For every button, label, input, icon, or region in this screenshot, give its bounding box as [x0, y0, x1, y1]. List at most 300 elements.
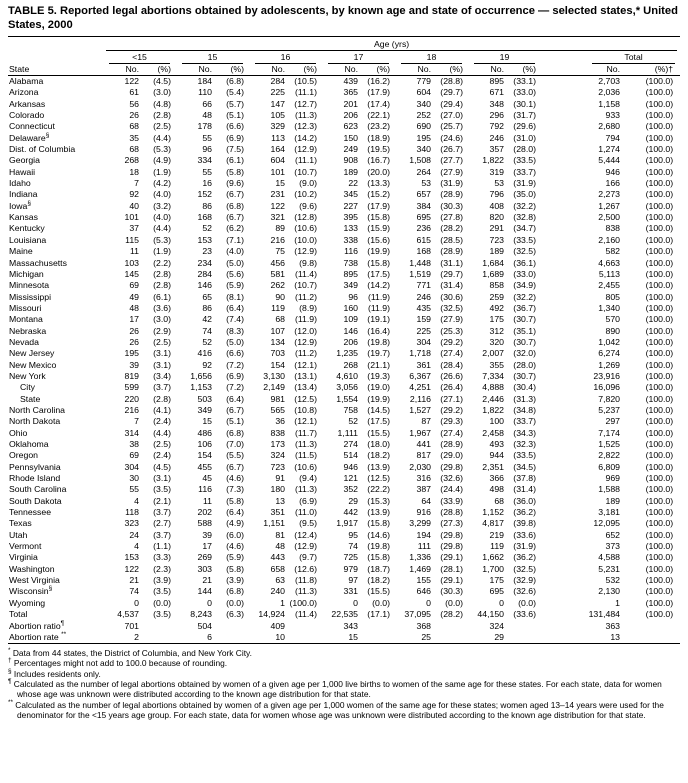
pct-cell [622, 632, 680, 644]
pct-cell: (3.4) [153, 370, 171, 381]
pct-cell: (6.7) [226, 461, 244, 472]
count-cell: 343 [343, 620, 358, 631]
pct-cell: (34.3) [513, 427, 536, 438]
table-row [8, 223, 680, 234]
pct-cell: (11.3) [294, 586, 317, 597]
count-cell: 340 [416, 144, 431, 155]
count-cell: 160 [343, 302, 358, 313]
count-cell: 11 [202, 495, 212, 506]
count-cell: 3,299 [409, 518, 431, 529]
row-label: Kentucky [9, 223, 45, 234]
count-cell: 582 [605, 246, 620, 257]
pct-cell: (27.8) [440, 212, 463, 223]
count-cell: 1,153 [190, 382, 212, 393]
pct-cell: (36.0) [513, 495, 536, 506]
count-cell: 30 [129, 473, 139, 484]
count-cell: 944 [489, 450, 504, 461]
count-cell: 61 [129, 87, 139, 98]
pct-cell: (6.8) [226, 200, 244, 211]
count-cell: 15 [322, 632, 360, 644]
count-cell: 1,336 [409, 552, 431, 563]
count-cell: 8,243 [190, 609, 212, 620]
count-cell: 895 [343, 268, 358, 279]
age-group-label: 19 [474, 51, 535, 64]
count-cell: 441 [416, 439, 431, 449]
count-cell: 17 [202, 541, 212, 552]
table-row [8, 621, 680, 632]
pct-cell: (6.1) [226, 155, 244, 166]
pct-cell: (100.0) [645, 314, 674, 325]
count-cell: 16,096 [593, 382, 620, 393]
count-cell: 658 [270, 563, 285, 574]
pct-cell: (100.0) [645, 110, 674, 121]
pct-cell: (26.7) [440, 144, 463, 155]
count-cell: 153 [197, 234, 212, 245]
count-cell: 264 [416, 166, 431, 177]
count-cell: 195 [416, 132, 431, 143]
count-cell: 3,056 [336, 382, 358, 393]
pct-cell: (6.6) [226, 348, 244, 359]
count-cell: 26 [129, 110, 139, 121]
count-cell: 1,151 [263, 518, 285, 529]
pct-cell [287, 621, 322, 632]
count-cell: 671 [489, 87, 504, 98]
pct-cell: (3.9) [226, 575, 244, 586]
footnote-marker: § [27, 199, 31, 207]
count-cell: 68 [129, 121, 139, 132]
footnote [8, 700, 680, 721]
count-cell: 26 [129, 336, 139, 347]
count-cell: 269 [197, 552, 212, 563]
count-cell: 442 [343, 507, 358, 518]
row-label: Dist. of Columbia [9, 144, 76, 155]
count-cell: 946 [605, 166, 620, 177]
pct-cell: (19.8) [367, 336, 390, 347]
count-cell: 96 [348, 291, 358, 302]
pct-cell: (11.2) [294, 348, 317, 359]
pct-cell: (18.0) [367, 439, 390, 449]
count-cell: 321 [270, 212, 285, 223]
pct-cell: (4.4) [153, 223, 171, 234]
row-label: New York [9, 370, 46, 381]
pct-cell: (15.3) [367, 495, 390, 506]
pct-cell: (11.9) [367, 302, 390, 313]
pct-cell: (100.0) [645, 178, 674, 189]
pct-cell: (2.8) [153, 268, 171, 279]
pct-cell: (12.6) [294, 563, 317, 574]
row-label: Rhode Island [9, 473, 61, 484]
count-cell: 14,924 [258, 609, 285, 620]
footnote-marker: § [48, 585, 53, 593]
row-label: Vermont [9, 541, 42, 552]
pct-cell: (0.0) [445, 597, 463, 608]
count-cell: 2,273 [598, 189, 620, 200]
pct-cell: (2.5) [153, 439, 171, 449]
count-cell: 107 [270, 325, 285, 336]
count-cell: 324 [489, 620, 504, 631]
count-cell: 56 [129, 98, 139, 109]
col-header-no: No. [468, 64, 506, 76]
count-cell: 4,251 [409, 382, 431, 393]
footnote-marker: § [8, 667, 12, 675]
pct-cell: (5.6) [226, 268, 244, 279]
count-cell: 121 [343, 473, 358, 484]
pct-cell: (5.8) [226, 563, 244, 574]
pct-cell: (5.0) [226, 257, 244, 268]
age-group-header-19 [468, 51, 541, 64]
count-cell: 23 [202, 246, 212, 257]
pct-cell: (30.4) [513, 382, 536, 393]
count-cell: 184 [197, 76, 212, 86]
count-cell: 17 [129, 314, 139, 325]
count-cell: 703 [270, 348, 285, 359]
footnote [8, 658, 680, 668]
pct-cell [141, 632, 176, 644]
count-cell: 319 [489, 166, 504, 177]
count-cell: 2,130 [598, 586, 620, 597]
count-cell: 49 [129, 291, 139, 302]
row-label: Abortion rate ** [8, 632, 103, 644]
pct-cell: (29.8) [440, 529, 463, 540]
count-cell: 268 [124, 155, 139, 166]
count-cell: 456 [270, 257, 285, 268]
count-cell: 304 [416, 336, 431, 347]
count-cell: 297 [605, 416, 620, 427]
count-cell: 455 [197, 461, 212, 472]
pct-cell: (15.8) [367, 257, 390, 268]
table-row [8, 394, 680, 405]
pct-cell: (31.3) [513, 393, 536, 404]
pct-cell: (17.5) [367, 268, 390, 279]
pct-cell: (100.0) [645, 291, 674, 302]
age-group-header-18 [395, 51, 468, 64]
pct-cell: (3.1) [153, 348, 171, 359]
pct-cell: (26.6) [440, 370, 463, 381]
row-label: Oregon [9, 450, 38, 461]
footnote-text: Calculated as the number of legal abortions obtained by women of a given age per 1,000 women of the same age for these states; women aged 13–14 years were used for the denominator for the <15 years age group. For each state, data for women whose age was unknown were distributed according to the known age distribution for that state. [12, 699, 664, 720]
pct-cell: (12.7) [294, 98, 317, 109]
count-cell: 1,448 [409, 257, 431, 268]
count-cell: 690 [416, 121, 431, 132]
count-cell: 570 [605, 314, 620, 325]
count-cell: 144 [197, 586, 212, 597]
pct-cell: (32.6) [513, 586, 536, 597]
pct-cell: (14.5) [367, 404, 390, 415]
count-cell: 1,158 [598, 98, 620, 109]
count-cell: 52 [202, 223, 212, 234]
pct-cell: (32.9) [513, 575, 536, 586]
pct-cell: (100.0) [645, 473, 674, 484]
count-cell: 895 [489, 76, 504, 86]
count-cell: 26 [129, 325, 139, 336]
count-cell: 159 [416, 314, 431, 325]
corner-cell [8, 37, 103, 52]
pct-cell: (19.9) [367, 246, 390, 257]
pct-cell: (5.0) [226, 336, 244, 347]
table-row [8, 292, 680, 303]
pct-cell: (6.0) [226, 529, 244, 540]
pct-cell: (100.0) [645, 507, 674, 518]
pct-cell: (10.2) [294, 189, 317, 200]
count-cell: 604 [270, 155, 285, 166]
count-cell: 48 [202, 110, 212, 121]
pct-cell: (29.3) [440, 416, 463, 427]
count-cell: 24 [129, 529, 139, 540]
count-cell: 116 [198, 484, 212, 495]
pct-cell: (15.8) [367, 212, 390, 223]
table-head [8, 37, 680, 76]
pct-cell: (9.4) [299, 473, 317, 484]
count-cell: 202 [197, 507, 212, 518]
count-cell: 69 [129, 280, 139, 291]
count-cell: 1,822 [482, 155, 504, 166]
count-cell: 1,111 [337, 427, 358, 438]
footnote-marker: § [45, 131, 50, 139]
count-cell: 66 [202, 98, 212, 109]
pct-cell: (100.0) [645, 234, 674, 245]
count-cell: 55 [129, 484, 139, 495]
count-cell: 409 [270, 620, 285, 631]
count-cell: 154 [270, 359, 285, 370]
count-cell: 168 [416, 246, 431, 257]
table-row [8, 552, 680, 563]
row-label: Wyoming [9, 597, 46, 608]
count-cell: 189 [489, 246, 504, 257]
count-cell: 365 [343, 87, 358, 98]
count-cell: 92 [129, 189, 139, 200]
pct-cell: (37.8) [513, 473, 536, 484]
count-cell: 53 [421, 178, 431, 189]
count-cell: 435 [416, 302, 431, 313]
count-cell: 274 [343, 439, 358, 449]
row-label: Mississippi [9, 291, 51, 302]
count-cell: 6 [176, 632, 214, 644]
table-row [8, 360, 680, 371]
count-cell: 514 [343, 450, 358, 461]
pct-cell: (28.0) [513, 359, 536, 370]
pct-cell: (0.0) [372, 597, 390, 608]
count-cell: 259 [489, 291, 504, 302]
pct-cell: (29.8) [440, 461, 463, 472]
pct-cell: (30.3) [440, 586, 463, 597]
pct-cell: (35.1) [513, 325, 536, 336]
row-label: Arkansas [9, 98, 46, 109]
count-cell: 68 [494, 495, 504, 506]
pct-cell: (3.9) [153, 575, 171, 586]
table-row [8, 450, 680, 461]
count-cell: 122 [124, 76, 139, 86]
count-cell: 101 [124, 212, 139, 223]
col-header-pct: (%) [141, 64, 176, 76]
count-cell: 92 [202, 359, 212, 370]
row-label: Georgia [9, 155, 40, 166]
pct-cell: (3.7) [153, 529, 171, 540]
count-cell: 387 [416, 484, 431, 495]
count-cell: 152 [197, 189, 212, 200]
row-label: Connecticut [9, 121, 55, 132]
pct-cell: (31.1) [440, 257, 463, 268]
pct-cell: (100.0) [645, 552, 674, 563]
pct-cell [506, 621, 541, 632]
pct-cell: (15.8) [367, 552, 390, 563]
pct-cell: (32.5) [440, 302, 463, 313]
table-row [8, 416, 680, 427]
count-cell: 4,817 [482, 518, 504, 529]
pct-cell: (3.5) [153, 484, 171, 495]
table-row [8, 326, 680, 337]
count-cell: 2,351 [482, 461, 504, 472]
pct-cell: (4.4) [153, 132, 171, 143]
pct-cell: (13.1) [294, 370, 317, 381]
pct-cell: (100.0) [645, 246, 674, 257]
pct-cell: (6.3) [226, 609, 244, 620]
count-cell: 345 [343, 189, 358, 200]
count-cell: 234 [197, 257, 212, 268]
count-cell: 16 [202, 178, 212, 189]
count-cell: 779 [416, 76, 431, 86]
count-cell: 155 [416, 575, 431, 586]
pct-cell: (6.7) [226, 404, 244, 415]
pct-cell: (100.0) [645, 76, 674, 86]
pct-cell: (30.3) [440, 200, 463, 211]
pct-cell: (0.0) [518, 597, 536, 608]
count-cell: 284 [197, 268, 212, 279]
count-cell: 408 [489, 200, 504, 211]
pct-cell: (26.4) [440, 382, 463, 393]
pct-cell: (29.0) [440, 450, 463, 461]
pct-cell: (100.0) [645, 268, 674, 279]
count-cell: 1,340 [598, 302, 620, 313]
pct-cell: (14.2) [367, 280, 390, 291]
count-cell: 492 [489, 302, 504, 313]
count-cell: 1,235 [336, 348, 358, 359]
pct-cell: (10.8) [294, 404, 317, 415]
pct-cell: (28.5) [440, 234, 463, 245]
pct-cell: (100.0) [645, 98, 674, 109]
count-cell: 2,500 [598, 212, 620, 223]
count-cell: 39 [202, 529, 212, 540]
age-span-row [8, 37, 680, 52]
pct-cell: (1.9) [153, 246, 171, 257]
table-row [8, 280, 680, 291]
footnotes-section [8, 648, 680, 720]
pct-cell: (7.5) [226, 144, 244, 155]
count-cell: 23,916 [593, 370, 620, 381]
count-cell: 22 [348, 178, 358, 189]
count-cell: 1,700 [482, 563, 504, 574]
pct-cell: (32.2) [513, 291, 536, 302]
count-cell: 486 [197, 427, 212, 438]
row-label: Utah [9, 529, 28, 540]
count-cell: 6,274 [598, 348, 620, 359]
pct-cell: (6.4) [226, 507, 244, 518]
count-cell: 416 [197, 348, 212, 359]
footnote-marker: * [8, 647, 11, 655]
count-cell: 723 [270, 461, 285, 472]
table-row [8, 212, 680, 223]
pct-cell: (33.0) [513, 268, 536, 279]
pct-cell: (28.9) [440, 189, 463, 200]
pct-cell: (10.5) [294, 76, 317, 86]
pct-cell: (100.0) [645, 257, 674, 268]
pct-cell: (100.0) [645, 382, 674, 393]
pct-cell: (7.3) [226, 484, 244, 495]
pct-cell: (11.4) [294, 609, 317, 620]
count-cell: 1 [615, 597, 620, 608]
pct-cell: (100.0) [645, 404, 674, 415]
pct-cell: (11.7) [294, 427, 317, 438]
pct-cell: (2.2) [153, 257, 171, 268]
count-cell: 7,334 [482, 370, 504, 381]
age-span-header [103, 37, 680, 52]
pct-cell: (100.0) [645, 280, 674, 291]
pct-cell: (29.1) [440, 575, 463, 586]
table-title: TABLE 5. Reported legal abortions obtained by adolescents, by known age and state of occurrence — selected states,* United States, 2000 [8, 5, 678, 31]
pct-cell: (27.7) [440, 155, 463, 166]
pct-cell: (8.3) [226, 325, 244, 336]
count-cell: 13 [275, 495, 285, 506]
count-cell: 4 [134, 495, 139, 506]
pct-cell: (18.7) [367, 563, 390, 574]
count-cell: 2,822 [598, 450, 620, 461]
pct-cell: (5.3) [153, 234, 171, 245]
pct-cell: (2.7) [153, 518, 171, 529]
count-cell: 361 [416, 359, 431, 370]
count-cell: 178 [197, 121, 212, 132]
count-cell: 1,519 [409, 268, 431, 279]
count-cell: 91 [275, 473, 285, 484]
pct-cell: (22.1) [367, 110, 390, 121]
pct-cell: (25.7) [440, 121, 463, 132]
count-cell: 443 [270, 552, 285, 563]
pct-cell: (28.9) [440, 439, 463, 449]
count-cell: 101 [270, 166, 285, 177]
pct-cell: (11.3) [294, 439, 317, 449]
pct-cell: (9.6) [226, 178, 244, 189]
pct-cell: (15.2) [367, 189, 390, 200]
row-label: Abortion ratio¶ [9, 619, 65, 631]
count-cell: 1,656 [190, 370, 212, 381]
count-cell: 3,130 [263, 370, 285, 381]
table-row [8, 201, 680, 212]
count-cell: 166 [605, 178, 620, 189]
count-cell: 373 [605, 541, 620, 552]
table-row [8, 586, 680, 597]
pct-cell: (19.5) [367, 144, 390, 155]
table-row [8, 575, 680, 586]
pct-cell: (2.9) [153, 325, 171, 336]
table-row [8, 155, 680, 166]
count-cell: 109 [343, 314, 358, 325]
count-cell: 195 [124, 348, 139, 359]
pct-cell: (5.8) [226, 495, 244, 506]
footnote-text: Calculated as the number of legal abortions obtained by women of a given age per 1,000 live births to women of the same age for these states. For each state, data for women whose age was unknown were distributed according to the known age distribution for that state. [11, 679, 662, 700]
count-cell: 2 [103, 632, 141, 644]
pct-cell: (6.4) [226, 302, 244, 313]
count-cell: 106 [197, 439, 212, 449]
table-row [8, 246, 680, 257]
pct-cell: (9.0) [299, 178, 317, 189]
count-cell: 262 [270, 280, 285, 291]
pct-cell: (36.2) [513, 552, 536, 563]
pct-cell: (100.0) [645, 495, 674, 506]
pct-cell: (4.0) [226, 246, 244, 257]
count-cell: 119 [490, 541, 504, 552]
count-cell: 498 [489, 484, 504, 495]
count-cell: 329 [270, 121, 285, 132]
pct-cell: (3.6) [153, 302, 171, 313]
count-cell: 331 [343, 586, 358, 597]
